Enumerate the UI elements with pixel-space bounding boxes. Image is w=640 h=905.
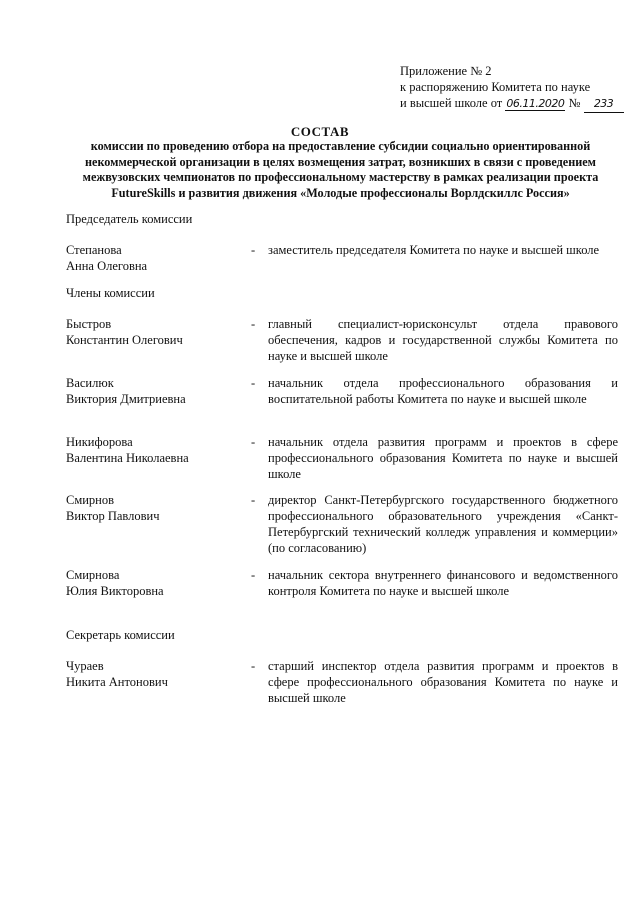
member-given-name: Виктор Павлович	[66, 509, 160, 523]
member-given-name: Анна Олеговна	[66, 259, 148, 273]
appendix-line-2: к распоряжению Комитета по науке	[400, 80, 591, 94]
section-secretary-heading: Секретарь комиссии	[66, 628, 175, 642]
dash-separator: -	[251, 493, 256, 507]
dash-separator: -	[251, 568, 256, 582]
dash-separator: -	[251, 435, 256, 449]
member-position: заместитель председателя Комитета по науке и высшей школе	[268, 243, 600, 257]
member-given-name: Никита Антонович	[66, 675, 168, 689]
member-name	[66, 434, 246, 466]
member-name	[66, 242, 246, 274]
member-name	[66, 658, 246, 690]
member-position: старший инспектор отдела развития программ и проектов в сфере профессионального образования Комитета по науке и высшей школе	[268, 659, 618, 705]
member-given-name: Константин Олегович	[66, 333, 183, 347]
dash-separator: -	[251, 317, 256, 331]
member-position: директор Санкт-Петербургского государственного бюджетного профессионального образовательного учреждения «Санкт-Петербургский технический колледж управления и коммерции» (по согласованию)	[268, 493, 618, 555]
section-chair-heading: Председатель комиссии	[66, 212, 193, 226]
document-subtitle: комиссии по проведению отбора на предоставление субсидии социально ориентированной некоммерческой организации в целях возмещения затрат, возникших в связи с проведением межвузовских чемпионатов по профессиональному мастерству в рамках реализации проекта FutureSkills и развития движения «Молодые профессионалы Ворлдскиллс Россия»	[82, 139, 599, 200]
number-sign: №	[568, 96, 581, 110]
member-surname: Степанова	[66, 243, 122, 257]
handwritten-number: 233	[584, 96, 624, 113]
member-name	[66, 375, 246, 407]
member-surname: Чураев	[66, 659, 104, 673]
member-position: начальник сектора внутреннего финансового и ведомственного контроля Комитета по науке и высшей школе	[268, 568, 618, 598]
document-title: СОСТАВ	[290, 124, 350, 139]
member-surname: Василюк	[66, 376, 114, 390]
member-position: начальник отдела развития программ и проектов в сфере профессионального образования Комитета по науке и высшей школе	[268, 435, 618, 481]
member-surname: Быстров	[66, 317, 112, 331]
dash-separator: -	[251, 376, 256, 390]
member-position: главный специалист-юрисконсульт отдела правового обеспечения, кадров и государственной службы Комитета по науке и высшей школе	[268, 317, 618, 363]
handwritten-date: 06.11.2020	[506, 97, 565, 110]
dash-separator: -	[251, 243, 256, 257]
appendix-line-3-prefix: и высшей школе от	[400, 96, 503, 110]
member-given-name: Виктория Дмитриевна	[66, 392, 186, 406]
member-surname: Смирнова	[66, 568, 120, 582]
section-members-heading: Члены комиссии	[66, 286, 155, 300]
appendix-line-3	[400, 95, 622, 113]
dash-separator: -	[251, 659, 256, 673]
member-position: начальник отдела профессионального образования и воспитательной работы Комитета по науке и высшей школе	[268, 376, 618, 406]
member-name	[66, 567, 246, 599]
member-given-name: Валентина Николаевна	[66, 451, 189, 465]
member-name	[66, 492, 246, 524]
appendix-line-1: Приложение № 2	[400, 64, 492, 78]
member-given-name: Юлия Викторовна	[66, 584, 164, 598]
member-name	[66, 316, 246, 348]
member-surname: Смирнов	[66, 493, 115, 507]
member-surname: Никифорова	[66, 435, 133, 449]
appendix-header	[400, 63, 622, 113]
